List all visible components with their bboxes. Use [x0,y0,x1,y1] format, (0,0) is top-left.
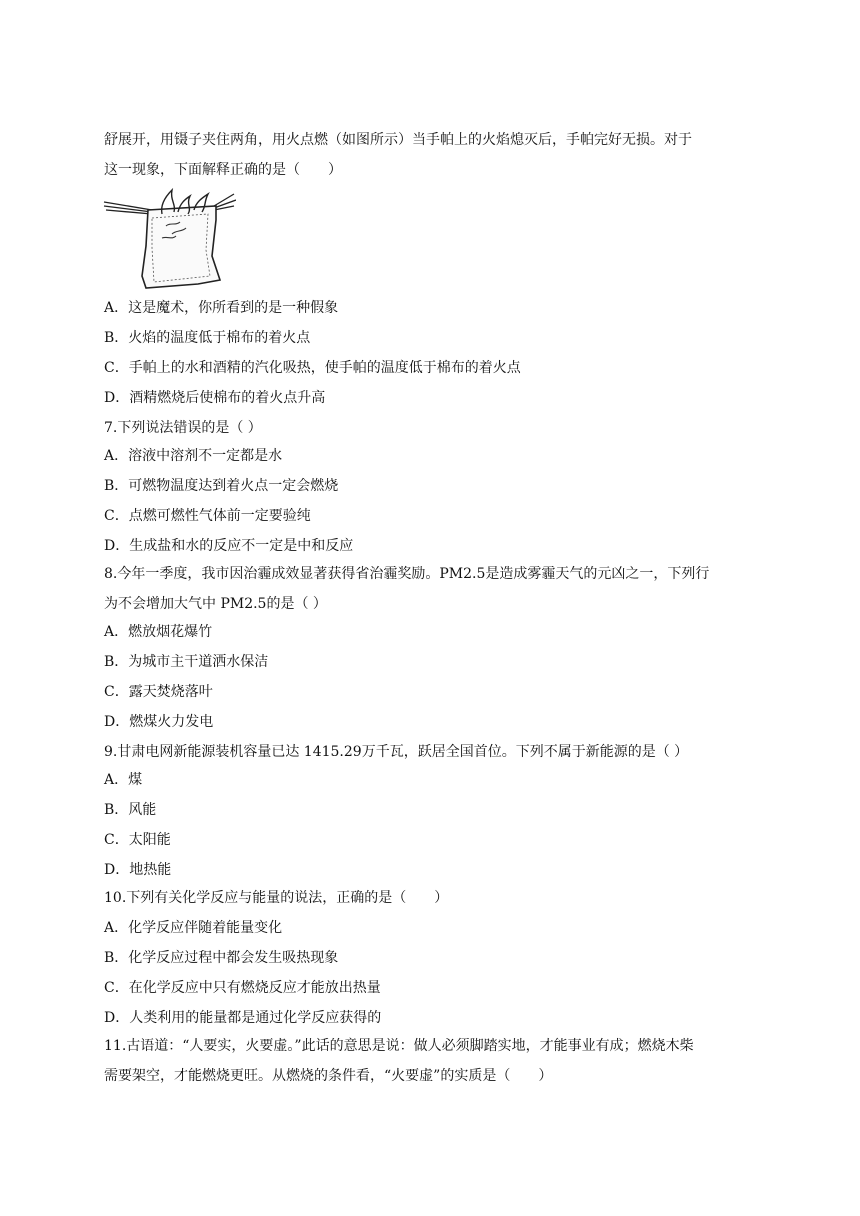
q9-option-a: A．煤 [104,772,143,788]
q10-option-b: B．化学反应过程中都会发生吸热现象 [104,950,339,966]
q9-option-b: B．风能 [104,802,157,818]
q9-option-d: D．地热能 [104,862,172,878]
q7-option-c: C．点燃可燃性气体前一定要验纯 [104,508,311,524]
q8-option-d: D．燃煤火力发电 [104,714,214,730]
q10-option-d: D．人类利用的能量都是通过化学反应获得的 [104,1010,382,1026]
q8-option-c: C．露天焚烧落叶 [104,684,213,700]
q8-stem-line-1: 8.今年一季度，我市因治霾成效显著获得省治霾奖励。PM2.5是造成雾霾天气的元凶之一，下列行 [104,566,710,582]
q6-option-d: D．酒精燃烧后使棉布的着火点升高 [104,390,326,406]
q11-stem-line-2: 需要架空，才能燃烧更旺。从燃烧的条件看，“火要虚”的实质是（ ） [104,1068,553,1084]
q8-option-b: B．为城市主干道洒水保洁 [104,654,269,670]
q6-option-a: A．这是魔术，你所看到的是一种假象 [104,300,339,316]
q11-stem-line-1: 11.古语道：“人要实，火要虚。”此话的意思是说：做人必须脚踏实地，才能事业有成；燃烧木柴 [104,1038,694,1054]
q7-option-b: B．可燃物温度达到着火点一定会燃烧 [104,478,339,494]
q7-option-a: A．溶液中溶剂不一定都是水 [104,448,283,464]
q9-stem: 9.甘肃电网新能源装机容量已达 1415.29万千瓦，跃居全国首位。下列不属于新能源的是（ ） [104,744,689,760]
q10-stem: 10.下列有关化学反应与能量的说法，正确的是（ ） [104,890,449,906]
q10-option-a: A．化学反应伴随着能量变化 [104,920,283,936]
q6-option-b: B．火焰的温度低于棉布的着火点 [104,330,311,346]
burning-handkerchief-figure [102,186,236,290]
q6-stem-line-1: 舒展开，用镊子夹住两角，用火点燃（如图所示）当手帕上的火焰熄灭后，手帕完好无损。对于 [104,132,692,148]
q6-stem-line-2: 这一现象，下面解释正确的是（ ） [104,162,342,178]
q7-option-d: D．生成盐和水的反应不一定是中和反应 [104,538,354,554]
q8-option-a: A．燃放烟花爆竹 [104,624,213,640]
q10-option-c: C．在化学反应中只有燃烧反应才能放出热量 [104,980,381,996]
q6-option-c: C．手帕上的水和酒精的汽化吸热，使手帕的温度低于棉布的着火点 [104,360,521,376]
q7-stem: 7.下列说法错误的是（ ） [104,420,262,436]
q8-stem-line-2: 为不会增加大气中 PM2.5的是（ ） [104,596,327,612]
q9-option-c: C．太阳能 [104,832,171,848]
